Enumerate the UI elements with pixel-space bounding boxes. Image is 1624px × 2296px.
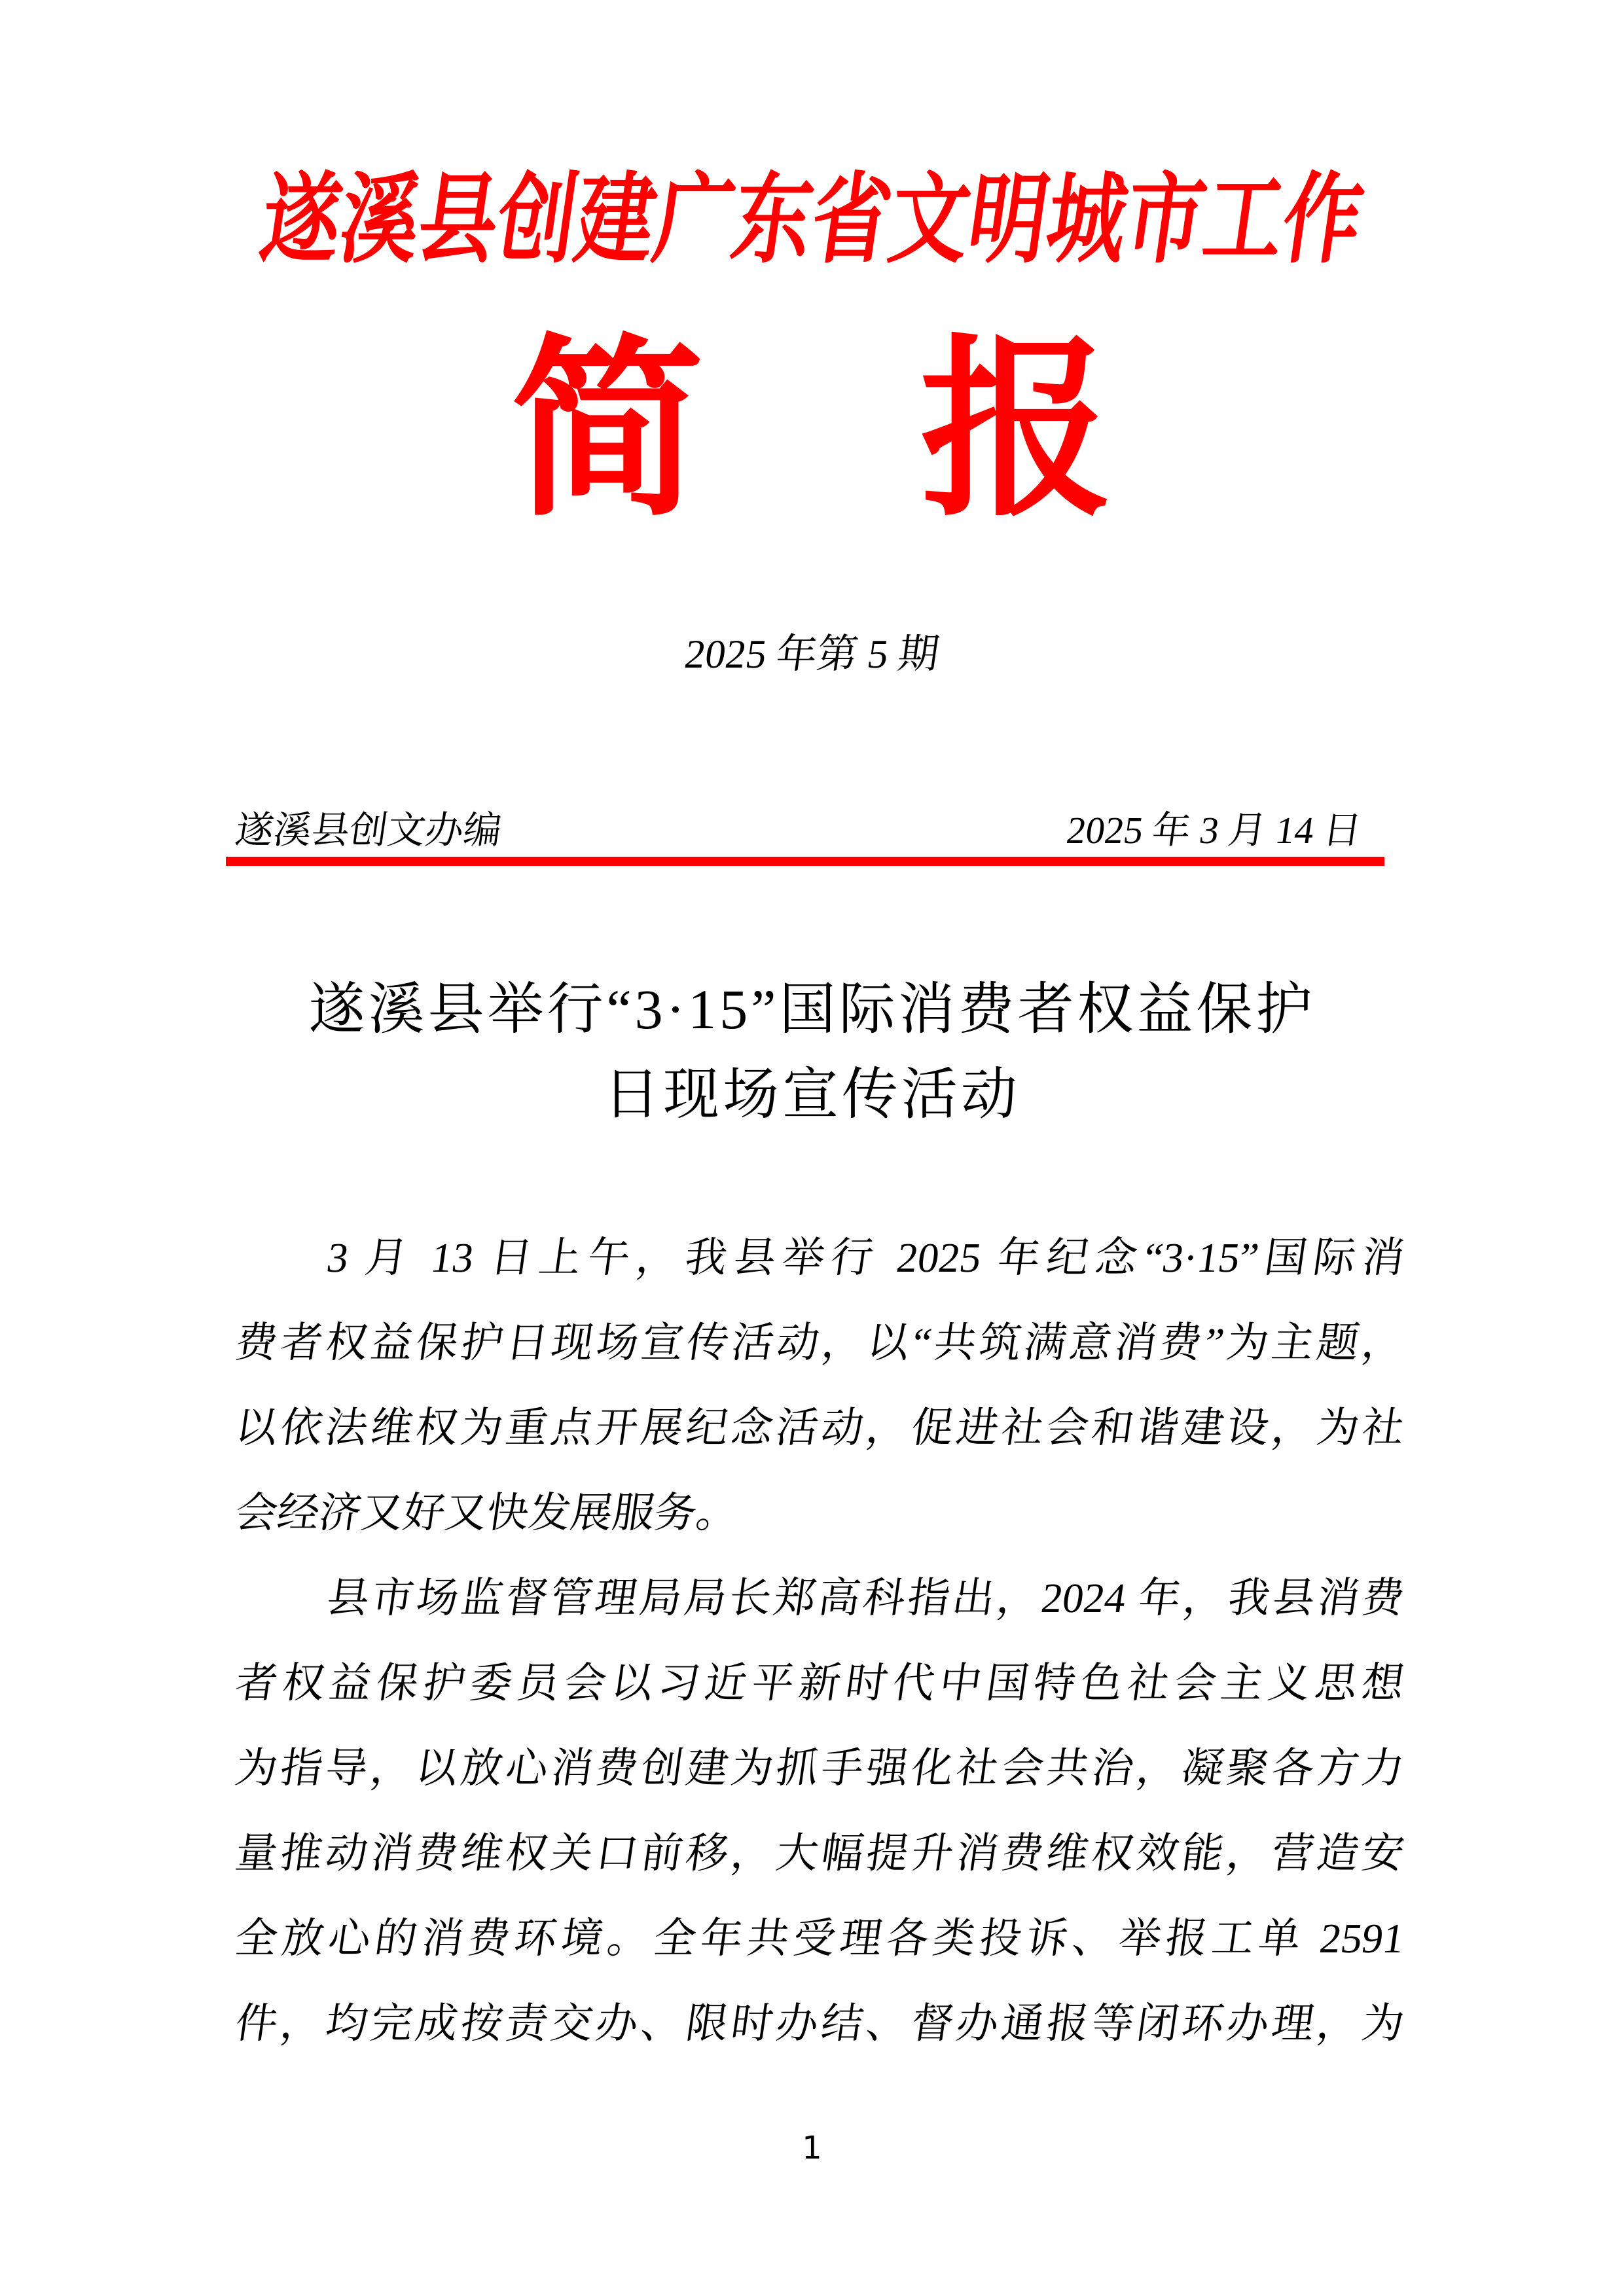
masthead-brief-title [0, 325, 1624, 539]
article-title [0, 967, 1624, 1137]
editor-credit: 遂溪县创文办编 [232, 809, 505, 852]
meta-row [232, 806, 1365, 855]
page-number: 1 [802, 2130, 822, 2166]
body-line: 3 月 13 日上午，我县举行 2025 年纪念“3·15”国际消 [324, 1234, 1408, 1281]
body-line: 费者权益保护日现场宣传活动，以“共筑满意消费”为主题， [232, 1319, 1408, 1366]
article-title-line-1: 遂溪县举行“3·15”国际消费者权益保护 [308, 978, 1316, 1041]
issue-date: 2025 年 3 月 14 日 [1064, 809, 1365, 852]
article-body [232, 1215, 1408, 2066]
body-line: 会经济又好又快发展服务。 [232, 1490, 742, 1536]
body-line: 县市场监督管理局局长郑高科指出，2024 年，我县消费 [324, 1575, 1408, 1621]
article-title-line-2: 日现场宣传活动 [604, 1063, 1020, 1126]
body-line: 为指导，以放心消费创建为抓手强化社会共治，凝聚各方力 [232, 1745, 1408, 1791]
body-line: 量推动消费维权关口前移，大幅提升消费维权效能，营造安 [232, 1830, 1408, 1876]
body-line: 者权益保护委员会以习近平新时代中国特色社会主义思想 [232, 1660, 1408, 1706]
body-line: 全放心的消费环境。全年共受理各类投诉、举报工单 2591 [232, 1915, 1408, 1962]
issue-number: 2025 年第 5 期 [681, 632, 943, 677]
separator-rule [226, 857, 1384, 866]
body-line: 件，均完成按责交办、限时办结、督办通报等闭环办理，为 [232, 2000, 1408, 2047]
body-line: 以依法维权为重点开展纪念活动，促进社会和谐建设，为社 [232, 1405, 1408, 1451]
masthead-org-title: 遂溪县创建广东省文明城市工作 [254, 166, 1370, 275]
brief-title-char-2: 报 [920, 325, 1113, 539]
brief-title-char-1: 简 [511, 325, 704, 539]
